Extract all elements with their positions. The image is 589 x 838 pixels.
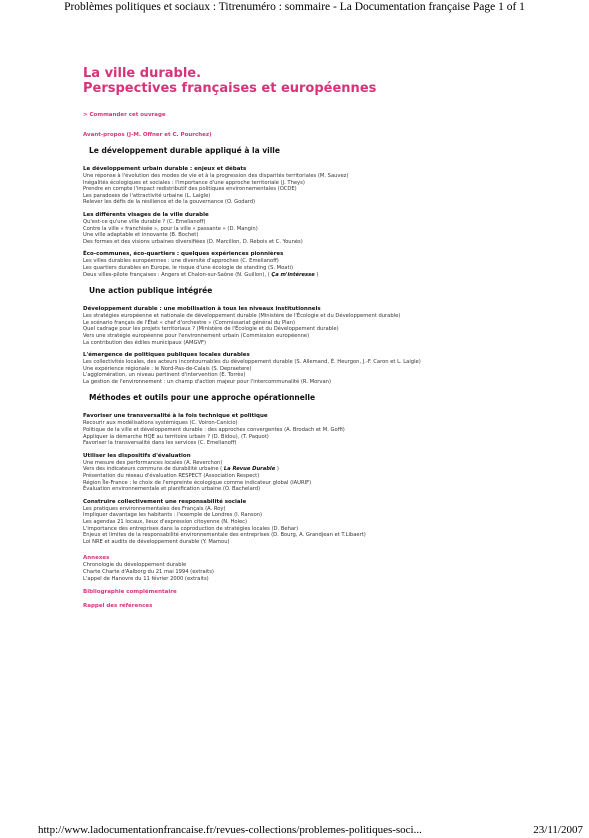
annex-link[interactable]: L'appel de Hanovre du 11 février 2000 (extraits) <box>83 575 209 582</box>
article-link[interactable]: Prendre en compte l'impact redistributif des politiques environnementales (OCDE) <box>83 186 297 193</box>
article-link[interactable]: Présentation du réseau d'évaluation RESPECT (Association Respect) <box>83 473 260 480</box>
title-line-1: La ville durable. <box>83 66 202 81</box>
annexes-heading[interactable]: Annexes <box>83 555 110 562</box>
article-link[interactable]: Une expérience régionale : le Nord-Pas-de-Calais (S. Depraetere) <box>83 365 252 372</box>
article-link[interactable]: Enjeux et limites de la responsabilité environnementale des entreprises (D. Bourg, A. Grandjean et T.Libaert) <box>83 532 366 539</box>
article-link[interactable]: L'agglomération, un niveau pertinent d'intervention (E. Torrès) <box>83 372 246 379</box>
article-link[interactable]: Impliquer davantage les habitants : l'exemple de Londres (I. Ranson) <box>83 512 263 519</box>
article-link[interactable]: La gestion de l'environnement : un champ d'action majeur pour l'intercommunalité (R. Morvan) <box>83 378 331 385</box>
part-1-title: Le développement durable appliqué à la ville <box>89 146 280 155</box>
annex-link[interactable]: Chronologie du développement durable <box>83 562 187 569</box>
section-group <box>83 306 553 346</box>
article-link[interactable]: Contre la ville « franchisée », pour la ville « passante » (D. Mangin) <box>83 225 258 232</box>
part-3-title: Méthodes et outils pour une approche opérationnelle <box>89 393 316 403</box>
section-heading: Les différents visages de la ville durable <box>83 211 209 218</box>
section-group <box>83 413 553 446</box>
article-link[interactable]: Politique de la ville et développement durable : des approches convergentes (A. Brodach et M. Goffi) <box>83 427 345 434</box>
article-link[interactable]: Inégalités écologiques et sociales : l'importance d'une approche territoriale (J. Theys) <box>83 179 305 186</box>
article-text: Deux villes-pilote françaises : Angers et Chalon-sur-Saône (N. Guillon), ( <box>83 271 272 278</box>
annex-link[interactable]: Charte Charte d'Aalborg du 21 mai 1994 (extraits) <box>83 568 214 575</box>
article-link[interactable]: Loi NRE et audits de développement durable (Y. Mamou) <box>83 538 230 545</box>
title-line-2: Perspectives françaises et européennes <box>83 81 377 96</box>
article-link[interactable]: Une réponse à l'évolution des modes de vie et à la progression des disparités territoriales (M. Sauvez) <box>83 173 349 179</box>
bibliographie-link[interactable]: Bibliographie complémentaire <box>83 589 177 596</box>
article-link[interactable]: Des formes et des visions urbaines diversifiées (D. Marcillon, D. Rebois et C. Younès) <box>83 238 303 245</box>
annexes-section <box>83 555 553 582</box>
rappel-references-link[interactable]: Rappel des références <box>83 603 153 610</box>
article-link[interactable]: Les agendas 21 locaux, lieux d'expression citoyenne (N. Holec) <box>83 519 248 525</box>
section-group <box>83 166 553 206</box>
article-link[interactable] <box>83 272 553 279</box>
article-link[interactable]: Le scénario français de l'État « chef d'orchestre » (Commissariat général du Plan) <box>83 319 296 326</box>
article-link[interactable]: Appliquer la démarche HQE au territoire urbain ? (D. Bidou), (T. Paquot) <box>83 433 269 440</box>
article-link[interactable]: Les stratégies européenne et nationale de développement durable (Ministère de l'Écologie et du Développement durable) <box>83 313 401 320</box>
article-link[interactable]: Les quartiers durables en Europe, le risque d'une écologie de standing (S. Moati) <box>83 264 293 271</box>
section-heading: Éco-communes, éco-quartiers : quelques expériences pionnières <box>83 251 284 258</box>
article-link[interactable]: La contribution des édiles municipaux (AMGVF) <box>83 339 207 346</box>
avant-propos-link[interactable]: Avant-propos (J-M. Offner et C. Pourchez) <box>83 132 212 138</box>
footer-url: http://www.ladocumentationfrancaise.fr/revues-collections/problemes-politiques-soci... <box>38 824 422 836</box>
article-link[interactable]: Relever les défis de la résilience et de la gouvernance (O. Godard) <box>83 199 256 206</box>
article-text: Vers des indicateurs communs de durabilité urbaine ( <box>83 466 224 473</box>
section-group <box>83 251 553 278</box>
order-link[interactable]: > Commander cet ouvrage <box>83 112 166 118</box>
paren-close: ) <box>314 271 319 278</box>
article-link[interactable]: Vers une stratégie européenne pour l'environnement urbain (Commission européenne) <box>83 332 310 339</box>
article-link[interactable]: Une ville adaptable et innovante (B. Bochet) <box>83 232 199 239</box>
section-heading: Utiliser les dispositifs d'évaluation <box>83 452 191 459</box>
article-link[interactable]: L'importance des entreprises dans la coproduction de stratégies locales (D. Behar) <box>83 525 299 532</box>
article-link[interactable]: Recourir aux modélisations systémiques (C. Voiron-Canicio) <box>83 420 238 427</box>
section-heading: L'émergence de politiques publiques locales durables <box>83 352 250 359</box>
section-group <box>83 499 553 546</box>
article-link[interactable]: Une mesure des performances locales (A. Reverchon) <box>83 459 223 466</box>
revue-durable-link[interactable]: La Revue Durable <box>223 466 276 473</box>
print-header: Problèmes politiques et sociaux : Titrenuméro : sommaire - La Documentation française Page 1 of 1 <box>64 1 525 13</box>
footer-date: 23/11/2007 <box>533 824 583 836</box>
document-body <box>83 66 553 610</box>
article-link[interactable]: Qu'est-ce qu'une ville durable ? (C. Emelianoff) <box>83 218 206 225</box>
interest-link[interactable]: Ça m'intéresse <box>271 271 315 278</box>
article-link[interactable]: Les paradoxes de l'attractivité urbaine (L. Laigle) <box>83 192 211 199</box>
section-group <box>83 352 553 385</box>
print-footer <box>38 824 583 836</box>
article-link[interactable]: Région Île-France : le choix de l'empreinte écologique comme indicateur global (IAURIF) <box>83 479 312 486</box>
article-link[interactable]: Évaluation environnementale et planification urbaine (O. Bachelard) <box>83 486 261 493</box>
section-heading: Construire collectivement une responsabilité sociale <box>83 498 247 505</box>
article-link[interactable]: Les villes durables européennes : une diversité d'approches (C. Emelianoff) <box>83 258 279 265</box>
page-title <box>83 66 553 96</box>
article-link[interactable]: Les pratiques environnementales des Français (A. Roy) <box>83 505 226 512</box>
section-heading: Développement durable : une mobilisation à tous les niveaux institutionnels <box>83 306 321 313</box>
part-2-title: Une action publique intégrée <box>89 286 213 296</box>
article-link[interactable]: Quel cadrage pour les projets territoriaux ? (Ministère de l'Écologie et du Développement durable) <box>83 326 339 333</box>
article-link[interactable]: Favoriser la transversalité dans les services (C. Emelianoff) <box>83 440 237 447</box>
article-link[interactable]: Les collectivités locales, des acteurs incontournables du développement durable (S. Allemand, É. Heurgon, J.-F. Caron et L. Laigle) <box>83 359 421 366</box>
section-heading: Le développement urbain durable : enjeux et débats <box>83 166 247 172</box>
section-heading: Favoriser une transversalité à la fois technique et politique <box>83 413 268 420</box>
paren-close: ) <box>275 466 279 473</box>
section-group <box>83 453 553 493</box>
section-group <box>83 212 553 245</box>
